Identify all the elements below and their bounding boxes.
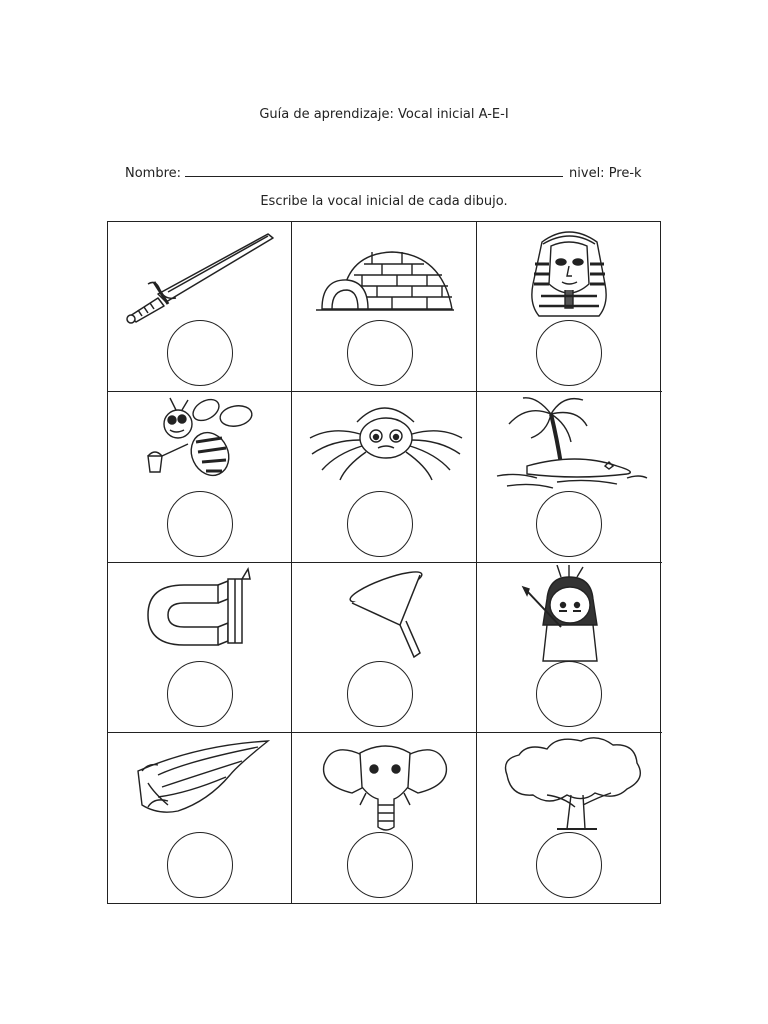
answer-circle[interactable] [536,832,602,898]
pharaoh-icon [487,224,652,324]
grid-cell [108,733,292,903]
wing-icon [118,735,283,835]
answer-circle[interactable] [167,320,233,386]
grid-cell [292,222,477,392]
worksheet-title: Guía de aprendizaje: Vocal inicial A-E-I [259,107,509,122]
answer-circle[interactable] [167,832,233,898]
grid-cell [292,733,477,903]
answer-circle[interactable] [347,661,413,727]
grid-cell [108,392,292,562]
grid-cell [292,563,477,733]
answer-circle[interactable] [347,320,413,386]
answer-circle[interactable] [536,661,602,727]
answer-circle[interactable] [536,320,602,386]
answer-circle[interactable] [347,832,413,898]
picture-grid [107,221,661,904]
spider-icon [302,394,467,494]
sword-icon [118,224,283,324]
answer-circle[interactable] [347,491,413,557]
answer-circle[interactable] [167,491,233,557]
island-icon [487,394,652,494]
igloo-icon [302,224,467,324]
bee-icon [118,394,283,494]
grid-cell [477,733,662,903]
native-child-icon [487,565,652,665]
tree-icon [487,735,652,835]
level-label: nivel: Pre-k [569,166,642,181]
grid-cell [477,222,662,392]
answer-circle[interactable] [536,491,602,557]
funnel-icon [302,565,467,665]
grid-cell [477,563,662,733]
elephant-icon [302,735,467,835]
name-label: Nombre: [125,166,182,181]
answer-circle[interactable] [167,661,233,727]
grid-cell [477,392,662,562]
name-row [125,164,642,181]
grid-cell [292,392,477,562]
magnet-icon [118,565,283,665]
instruction: Escribe la vocal inicial de cada dibujo. [260,194,508,209]
grid-cell [108,563,292,733]
grid-cell [108,222,292,392]
name-blank[interactable] [185,164,563,177]
